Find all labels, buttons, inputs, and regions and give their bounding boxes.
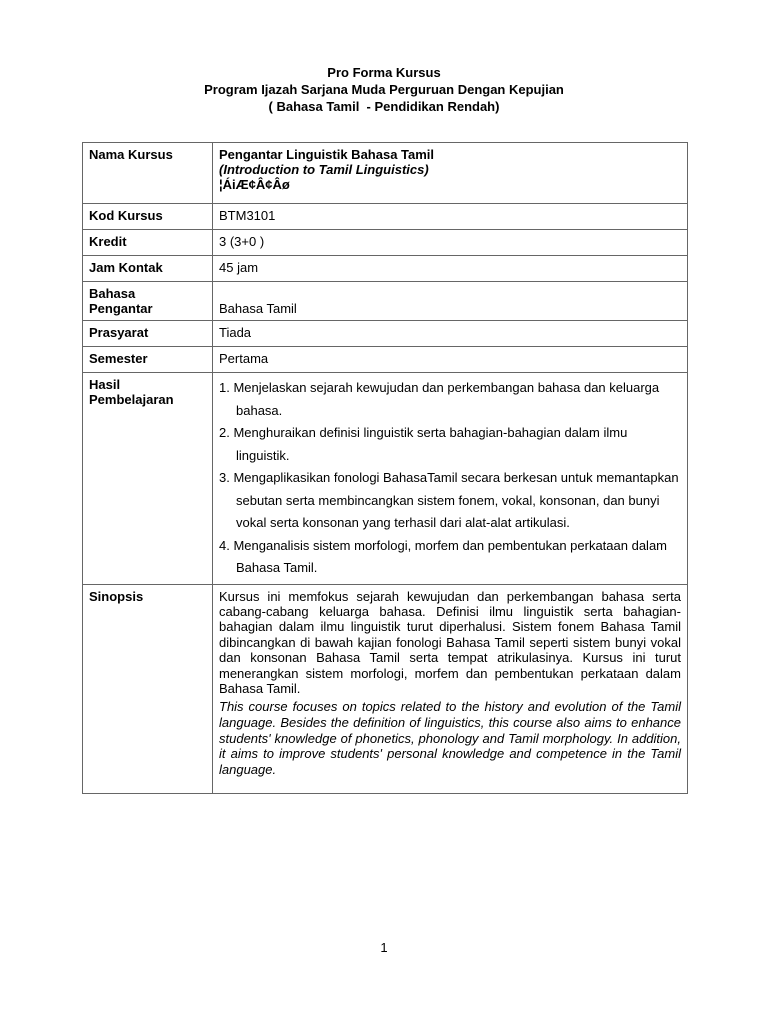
label-bahasa-line1: Bahasa (89, 286, 136, 301)
row-bahasa-pengantar (83, 282, 688, 321)
learning-outcome-item: 2. Menghuraikan definisi linguistik serta bahagian-bahagian dalam ilmu linguistik. (219, 425, 628, 463)
label-hasil-pembelajaran (83, 373, 213, 585)
program-subtitle: ( Bahasa Tamil - Pendidikan Rendah) (268, 99, 500, 114)
label-jam-kontak: Jam Kontak (83, 256, 213, 282)
row-semester (83, 347, 688, 373)
value-kredit: 3 (3+0 ) (213, 230, 688, 256)
synopsis-english: This course focuses on topics related to the history and evolution of the Tamil language. Besides the definition of linguistics, this course also aims to enhance students' knowledge of phonetics, phonology and Tamil morphology. In addition, it aims to improve students' personal knowledge and competence in the Tamil language. (219, 699, 681, 777)
label-prasyarat: Prasyarat (83, 321, 213, 347)
value-sinopsis (213, 584, 688, 793)
row-hasil-pembelajaran (83, 373, 688, 585)
row-prasyarat (83, 321, 688, 347)
value-semester: Pertama (213, 347, 688, 373)
label-kredit: Kredit (83, 230, 213, 256)
value-bahasa-pengantar: Bahasa Tamil (213, 282, 688, 321)
page-number: 1 (380, 940, 388, 955)
synopsis-malay: Kursus ini memfokus sejarah kewujudan dan perkembangan bahasa serta cabang-cabang keluarga bahasa. Definisi ilmu linguistik serta bahagian-bahagian dalam ilmu linguistik turut diperhalusi. Sistem fonem Bahasa Tamil dibincangkan di bawah kajian fonologi Bahasa Tamil seperti sistem bunyi vokal dan konsonan Bahasa Tamil serta tempat atrikulasinya. Kursus ini turut menerangkan sistem morfologi, morfem dan pembentukan perkataan dalam Bahasa Tamil. (219, 588, 681, 696)
document-header (0, 64, 768, 115)
value-prasyarat: Tiada (213, 321, 688, 347)
label-hasil-line1: Hasil (89, 377, 121, 392)
learning-outcome-item: 3. Mengaplikasikan fonologi BahasaTamil secara berkesan untuk memantapkan sebutan serta membincangkan sistem fonem, vokal, konsonan, dan bunyi vokal serta konsonan yang terhasil dari alat-alat artikulasi. (219, 470, 679, 530)
course-proforma-table (82, 142, 688, 794)
course-name-english: (Introduction to Tamil Linguistics) (219, 162, 429, 177)
learning-outcome-item: 1. Menjelaskan sejarah kewujudan dan perkembangan bahasa dan keluarga bahasa. (219, 380, 660, 418)
value-jam-kontak: 45 jam (213, 256, 688, 282)
row-sinopsis (83, 584, 688, 793)
value-kod-kursus: BTM3101 (213, 204, 688, 230)
label-sinopsis: Sinopsis (83, 584, 213, 793)
course-name-malay: Pengantar Linguistik Bahasa Tamil (219, 147, 435, 162)
label-bahasa-line2: Pengantar (89, 301, 153, 316)
label-semester: Semester (83, 347, 213, 373)
value-nama-kursus (213, 143, 688, 204)
label-hasil-line2: Pembelajaran (89, 392, 174, 407)
value-hasil-pembelajaran (213, 373, 688, 585)
label-nama-kursus: Nama Kursus (83, 143, 213, 204)
row-kod-kursus (83, 204, 688, 230)
row-nama-kursus (83, 143, 688, 204)
course-name-tamil: ¦ÁiÆ¢Â¢Âø (219, 177, 290, 192)
learning-outcomes-list (219, 377, 681, 580)
row-jam-kontak (83, 256, 688, 282)
row-kredit (83, 230, 688, 256)
program-title: Program Ijazah Sarjana Muda Perguruan Dengan Kepujian (204, 82, 564, 97)
label-bahasa-pengantar (83, 282, 213, 321)
form-title: Pro Forma Kursus (327, 65, 441, 80)
label-kod-kursus: Kod Kursus (83, 204, 213, 230)
learning-outcome-item: 4. Menganalisis sistem morfologi, morfem dan pembentukan perkataan dalam Bahasa Tamil. (219, 537, 668, 575)
